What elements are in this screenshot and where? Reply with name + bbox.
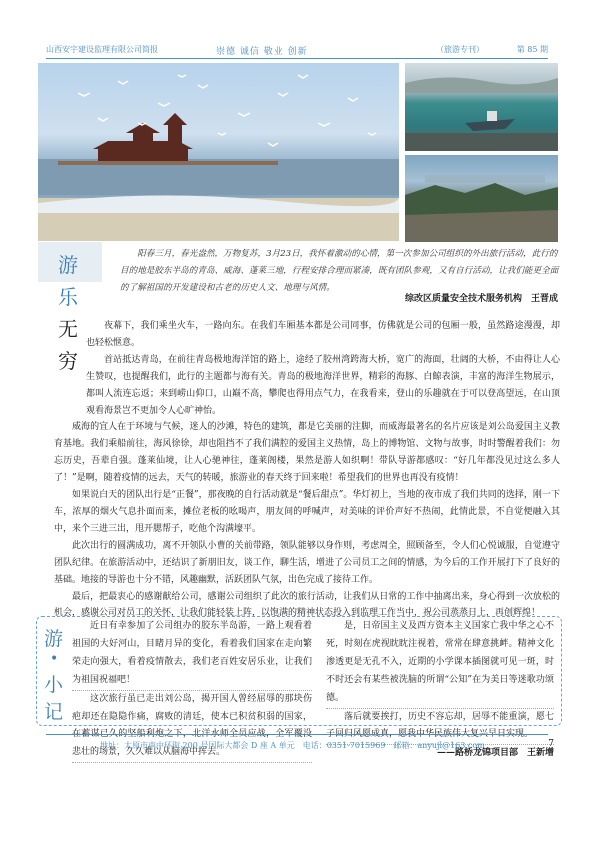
article-paragraph: 首站抵达青岛，在前往青岛极地海洋馆的路上，途经了胶州湾跨海大桥，宽广的海面，壮阔的大桥，不由得让人心生赞叹，也提醒我们，此行的主题都与海有关。青岛的极地海洋世界，精彩的海豚、白鲸表演，丰富的海洋生物展示，都叫人流连忘返；来到崂山仰口，山巅不高，攀爬也得用点气力，在我看来，登山的乐趣就在于可以登高望远，在山顶观看海景岂不更加令人心旷神怡。 (86, 354, 560, 416)
article-paragraph: 如果说白天的团队出行是“正餐”，那夜晚的自行活动就是“餐后甜点”。华灯初上，当地的夜市成了我们共同的选择，刚一下车，浓厚的烟火气息扑面而来，摊位老板的吆喝声，朋友间的呼喊声，对美味的评价声好不热闹，此情此景，不自觉便融入其中，来个三进三出，甩开腮帮子，吃他个沟满壕平。 (54, 490, 560, 534)
article-paragraph: 最后，把最衷心的感谢献给公司，感谢公司组织了此次的旅行活动，让我们从日常的工作中抽离出来，身心得到一次放松的机会，感谢公司对员工的关怀，让我们能轻装上阵，以饱满的精神状态投入到监理工作当中，祝公司蒸蒸日上，再创辉煌！ (54, 591, 560, 619)
harbor-boat-photo (405, 63, 558, 151)
note-paragraph: 是，日帝国主义及西方资本主义国家亡我中华之心不死，时刻在虎视眈眈注视着，常常在肆意挑衅。精神文化渗透更是无孔不入，近期的小学课本插图就可见一斑，时不时还会有某些被洗脑的所谓“公知”在为美日等迷歌功颂德。 (326, 618, 554, 709)
page-number: 7 (548, 739, 554, 749)
page-header (46, 44, 548, 58)
section-title-char-3: 无 (58, 317, 78, 341)
article-body (54, 318, 560, 622)
intro-text: 阳春三月，春光盎然，万物复苏，3月23日，我怀着激动的心情，第一次参加公司组织的外出旅行活动，此行的目的地是胶东半岛的青岛、威海、蓬莱三地，行程安排合理而紧凑，既有团队参观，又有自行活动，让我们能更全面的了解祖国的开发建设和古老的历史人文、地理与风情。 (120, 249, 559, 293)
note-paragraph: 落后就要挨打，历史不容忘却，居辱不能重演，愿七 (326, 709, 554, 746)
coastal-cliff-photo (405, 155, 558, 242)
section-title-char-4: 穷 (58, 349, 78, 373)
company-name: 山西安宇建设监理有限公司简报 (46, 45, 158, 54)
footer-rule (46, 734, 548, 735)
article-paragraph: 夜幕下，我们乘坐火车，一路向东。在我们车厢基本都是公司同事，仿佛就是公司的包厢一般，虽然路途漫漫，却也轻松惬意。 (86, 321, 560, 348)
issue-number: 第 85 期 (516, 45, 548, 54)
article-paragraph: 此次出行的圆满成功，离不开领队小曹的关前带路，领队能够以身作则，考虑周全，照顾备至，令人们心悦诚服，自觉遵守团队纪律。在旅游活动中，还结识了新朋旧友，谈工作，聊生活，增进了公司员工之间的情感，为今后的工作开展打下了良好的基础。地接的导游也十分不错，风趣幽默，活跃团队气氛，出色完成了接待工作。 (54, 540, 560, 585)
seaside-pavilion-illustration (38, 63, 399, 241)
note-title-char-2: 小 (44, 674, 64, 696)
harbor-boat-illustration (405, 63, 558, 151)
note-paragraph: 这次旅行虽已走出刘公岛，揭开国人曾经屈辱的那块伤疤却还在隐隐作痛，腐败的清廷，使本已积贫积弱的国家， 悲壮的场景，久久难以从脑海中挥去。 (72, 691, 312, 764)
section-title-char-1: 游 (58, 253, 78, 277)
section-title-char-2: 乐 (58, 285, 78, 309)
intro-block (120, 246, 560, 297)
article-paragraph: 威海的宜人在于环境与气候，迷人的沙滩，特色的建筑，都是它美丽的注脚，而威海最著名的名片应该是刘公岛爱国主义教育基地。我们乘船前往，海风徐徐，却也阻挡不了我们满腔的爱国主义热情，岛上的博物馆、文物与故事，时时警醒着我们：勿忘历史，吾辈自强。蓬莱仙境，让人心驰神往，蓬莱阁楼，果然是游人如织啊！带队导游都感叹：“好几年都没见过这么多人了！”是啊，随着疫情的远去，天气的转暖，旅游业的春天终于回来啦！希望我们的世界也再没有疫情！ (54, 422, 560, 484)
edition-label: （旅游专刊） (436, 45, 484, 54)
footer-address: 地址：太原市南中环街 200 号国际大都会 D 座 A 单元 电话：0351-7015969 邮箱：anyujl@163.com (100, 741, 485, 750)
seaside-pavilion-photo (38, 63, 399, 241)
note-paragraph: 近日有幸参加了公司组办的胶东半岛游，一路上观看着祖国的大好河山，目睹月异的变化，看着我们国家在走向繁荣走向强大，看着疫情散去，我们老百姓安居乐业，让我们为祖国祝福吧！ (72, 618, 312, 691)
article-byline: 综改区质量安全技术服务机构 王晋成 (404, 294, 558, 304)
note-title-char-3: 记 (44, 701, 64, 723)
company-slogan: 崇德 诚信 敬业 创新 (216, 47, 308, 57)
note-title-char-1: 游 (44, 628, 64, 650)
note-title-dot: • (50, 651, 59, 667)
header-rule (46, 58, 548, 59)
coastal-cliff-illustration (405, 155, 558, 242)
note-signature: ——路桥龙锦项目部 王新增 (436, 748, 554, 759)
